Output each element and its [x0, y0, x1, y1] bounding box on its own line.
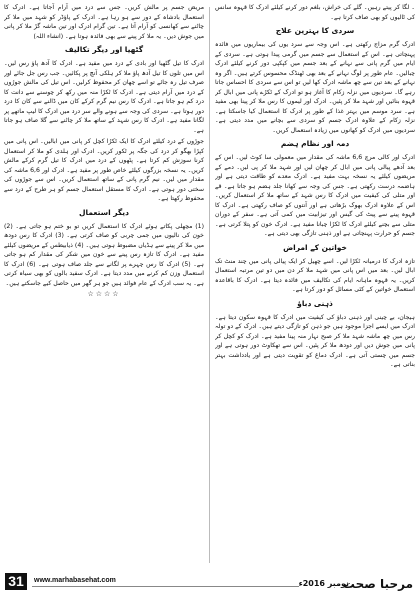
article-paragraph: ہیجان، بے چینی اور ذہنی دباؤ کی کیفیت میں ادرک کا قہوہ سکون دیتا ہے۔ ادرک میں ایسے اجزا موجود ہیں جو ذہن کو تازگی دیتے ہیں۔ ادرک کے دو تولہ رس میں چھ ماشہ شہد ملا کر صبح نہار منہ پینا مفید ہے۔ ادرک کو کچل کر پانی میں جوش دیں اور دودھ ملا کر پئیں۔ اس سے تھکاوٹ دور ہوتی ہے اور جسم میں چستی آتی ہے۔ ادرک دماغ کو تقویت دیتی ہے اور یادداشت بہتر بناتی ہے۔ [215, 313, 415, 368]
website-link[interactable]: www.marhabasehat.com [34, 577, 116, 584]
section-heading: خواتین کے امراض [283, 242, 347, 252]
section-heading: سردی کا بہترین علاج [275, 26, 355, 35]
end-stars: ☆☆☆☆ [87, 290, 121, 298]
left-column [4, 3, 204, 569]
section-heading: دمہ اور نظام ہضم [280, 139, 350, 148]
magazine-page [4, 3, 415, 569]
article-paragraph: (1) مچھلی پکاتے ہوئے ادرک کا استعمال کریں تو بو ختم ہو جاتی ہے۔ (2) خون کی نالیوں میں جمی چربی کو صاف کرتی ہے۔ (3) ادرک کا رس دودھ میں ملا کر پینے سے ہڈیاں مضبوط ہوتی ہیں۔ (4) ذیابیطس کے مریضوں کیلئے مفید ہے۔ ادرک کا تازہ رس پینے سے خون میں شکر کی مقدار کم ہو جاتی ہے۔ (5) ادرک کا رس چہرے پر لگانے سے جلد صاف ہوتی ہے۔ (6) ادرک کا استعمال وزن کم کرنے میں مدد دیتا ہے۔ ادرک سفید بالوں کو بھی سیاہ کرتی ہے۔ یہ سب ادرک کے عام فوائد ہیں جو ہر گھر میں حاصل کیے جاسکتے ہیں۔ [4, 222, 204, 287]
magazine-title: مرحبا صحت [342, 577, 413, 591]
article-paragraph: ادرک گرم مزاج رکھتی ہے۔ اس وجہ سے سرد یوں کی بیماریوں میں فائدہ پہنچاتی ہے۔ اس کے استعمال سے جسم میں گرمی پیدا ہوتی ہے۔ سردی کے ایام میں گرم پانی سے نہانے کے بعد جسم میں کپکپی دور کرنے کیلئے ادرک چبالیں۔ عام طور پر لوگ نہانے کے بعد بھی ٹھنڈک محسوس کرتے ہیں۔ اگر وہ نہانے کے بعد تین سے چھ ماشہ ادرک کھا لیں تو اس سے سردی کا احساس جاتا رہے گا۔ سردیوں میں نزلہ زکام کا آغاز ہو تو ادرک کے ٹکڑے پانی میں ابال کر قہوہ بنائیں اور شہد ملا کر پئیں۔ ادرک اور لیموں کا رس ملا کر پینا بھی مفید ہے۔ سرد موسم میں بہتر غذا کے طور پر ادرک کا استعمال کیا جاسکتا ہے۔ نزلہ زکام کے علاوہ ادرک جسم کو سردی سے بچانے میں مدد دیتی ہے۔ سردیوں میں ادرک کو کھانوں میں زیادہ استعمال کریں۔ [215, 41, 415, 134]
section-heading: دیگر استعمال [79, 207, 129, 217]
article-paragraph: جوڑوں کے درد کیلئے ادرک کا ایک ٹکڑا کچل کر پانی میں ابالیں۔ اس پانی میں کپڑا بھگو کر درد کی جگہ پر ٹکور کریں۔ ادرک اور ہلدی کو ملا کر استعمال کرنا سوزش کم کرتا ہے۔ پٹھوں کے درد میں ادرک کا تیل گرم کرکے مالش کریں۔ یہ نسخہ بزرگوں کیلئے خاص طور پر مفید ہے۔ ادرک اور 6,6 ماشہ کی مقدار میں لیں۔ نیم گرم پانی کے ساتھ استعمال کریں۔ اس سے جوڑوں کی سختی دور ہوتی ہے۔ ادرک کا مستقل استعمال جسم کو ہر طرح کے درد سے محفوظ رکھتا ہے۔ [4, 138, 204, 202]
section-heading: ذہنی دباؤ [297, 298, 333, 308]
footer-rule [32, 586, 299, 587]
article-paragraph: تازہ ادرک کا درمیانہ ٹکڑا لیں۔ اسے چھیل کر ایک پیالی پانی میں چند منٹ تک ابال لیں۔ بعد میں اس پانی میں شہد ملا کر دن میں دو تین مرتبہ استعمال کریں۔ یہ قہوہ ماہانہ ایام کی تکالیف میں فائدہ دیتا ہے۔ ادرک کا باقاعدہ استعمال خواتین کے کئی مسائل کو دور کرتا ہے۔ [215, 257, 415, 293]
page-footer [0, 570, 419, 594]
column-divider [209, 7, 210, 563]
section-heading: گٹھیا اور دیگر تکالیف [64, 45, 144, 54]
article-paragraph: مریض جسم پر مالش کریں۔ جس سے درد میں آرام آجاتا ہے۔ ادرک کا استعمال بادشاہ کے دور سے ہو رہا ہے۔ ادرک کے پاؤڈر کو شہد میں ملا کر چاٹنے سے کھانسی کو آرام آتا ہے۔ تین گرام ادرک اور تین ماشہ گڑ ملا کر پانی میں جوش دیں۔ یہ ملا کر پینے سے بھی فائدہ ہوتا ہے۔ (انشاء اللہ) [4, 4, 204, 40]
article-paragraph: ۔ لگا کر پیتے رہیں۔ گلے کی خراش، بلغم دور کرنے کیلئے ادرک کا قہوہ سانس کی ٹالیوں کو بھی صاف کرتا ہے۔ [215, 4, 415, 21]
right-column [215, 3, 415, 569]
page-number: 31 [5, 573, 27, 590]
article-paragraph: ادرک کا تیل گٹھیا اور بادی کے درد میں مفید ہے۔ ادرک کا آدھ پاؤ رس لیں۔ اس میں تلوں کا تیل آدھ پاؤ ملا کر ہلکی آنچ پر پکائیں۔ جب رس جل جائے اور صرف تیل رہ جائے تو اسے چھان کر محفوظ کرلیں۔ اس تیل کی مالش جوڑوں کے درد میں آرام دیتی ہے۔ ادرک کا ٹکڑا منہ میں رکھ کر چوسنے سے دانت کا درد کم ہو جاتا ہے۔ ادرک کا رس نیم گرم کرکے کان میں ڈالنے سے کان کا درد دور ہوتا ہے۔ سردی کی وجہ سے ہونے والے سر درد میں ادرک کا لیپ ماتھے پر لگانا مفید ہے۔ ادرک کا رس شہد کے ساتھ ملا کر چاٹنے سے گلا صاف ہو جاتا ہے۔ [4, 60, 204, 134]
issue-date: نومبر 2016ء [298, 579, 349, 588]
article-paragraph: ادرک اور کالی مرچ 6,6 ماشہ کی مقدار میں معمولی سا کوٹ لیں۔ اس کے بعد آدھے پیالی پانی میں ابال کر چھان لیں اور شہد ملا کر پی لیں۔ دمے کے مریضوں کیلئے یہ نسخہ بہت مفید ہے۔ ادرک معدے کو طاقت دیتی ہے اور ہاضمہ درست رکھتی ہے۔ جس کی وجہ سے کھانا جلد ہضم ہو جاتا ہے۔ قے اور متلی کی کیفیت میں ادرک کا رس شہد کے ساتھ ملا کر استعمال کریں۔ اس کے علاوہ ادرک بھوک بڑھاتی ہے اور آنتوں کو صاف رکھتی ہے۔ ادرک کا قہوہ پینے سے پیٹ کی گیس اور تیزابیت میں کمی آتی ہے۔ سفر کے دوران متلی سے بچنے کیلئے ادرک کا ٹکڑا چبانا مفید ہے۔ ادرک خون کو پتلا کرتی ہے۔ جسم کو حرارت پہنچاتی ہے اور ذہنی تازگی بھی دیتی ہے۔ [215, 154, 415, 237]
